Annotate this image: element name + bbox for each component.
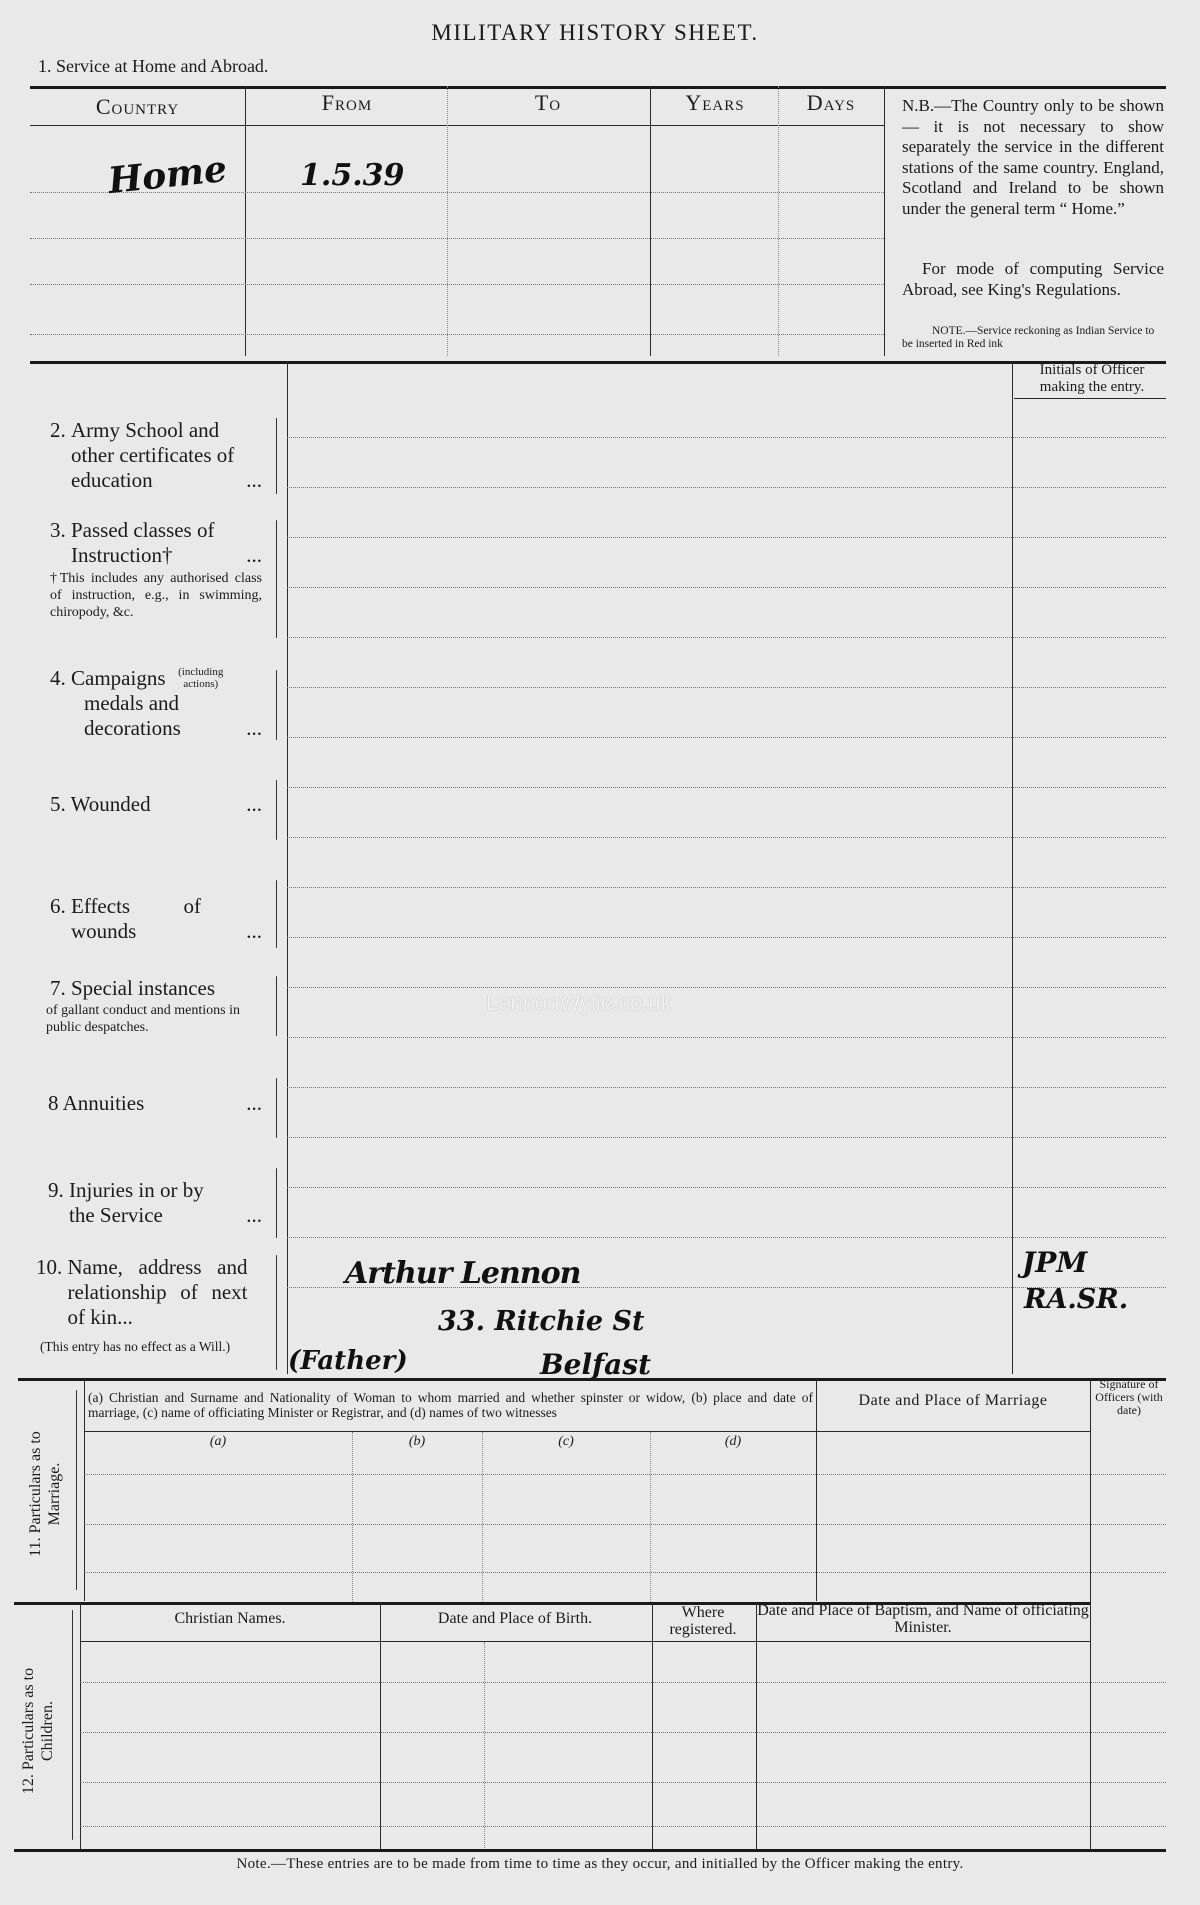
row-rule [287,1037,1166,1038]
row-rule [287,587,1166,588]
initials-header-rule [1014,398,1166,399]
section-7-label: 7. Special instances [50,976,216,1000]
section-4-brace [276,670,277,740]
initials-header: Initials of Officer making the entry. [1039,362,1145,395]
section-6-brace [276,880,277,948]
section-10-label: 10. Name, address and relationship of next of kin... [36,1255,248,1329]
col-rule [650,86,651,356]
next-of-kin-name: Arthur Lennon [345,1256,581,1291]
next-of-kin-address-1: 33. Ritchie St [438,1306,645,1337]
row-rule [287,487,1166,488]
mode-note: For mode of computing Service Abroad, see King's Regulations. [902,259,1164,299]
col-rule [1090,1379,1091,1849]
header-underline [30,125,884,126]
row-rule [287,637,1166,638]
entry-from: 1.5.39 [300,158,405,193]
col-rule [756,1603,757,1849]
section-5-text: Wounded [70,792,151,816]
section-8-label: 8 Annuities ... [48,1091,262,1115]
col-rule [484,1642,485,1848]
header-country: Country [95,94,180,119]
marriage-col-b: (b) [408,1434,426,1449]
row-rule [287,1087,1166,1088]
section-7-sub: of gallant conduct and mentions in public despatches. [46,1003,241,1035]
next-of-kin-relationship: (Father) [288,1346,408,1376]
entries-left-rule [287,362,288,1374]
section-7-brace [276,976,277,1036]
col-rule [352,1432,353,1602]
next-of-kin-address-2: Belfast [540,1348,652,1381]
row-rule [80,1682,1166,1683]
section-11-brace [76,1390,77,1590]
row-rule [287,887,1166,888]
section-3-footnote: †This includes any authorised class of instruction, e.g., in swimming, chiropody, &c. [50,571,262,620]
header-to: To [534,90,562,115]
row-rule [84,1524,1166,1525]
section-4-text: Campaigns [71,666,166,690]
section-1-label: 1. Service at Home and Abroad. [38,56,269,76]
section-12-side-label: 12. Particulars as to Children. [20,1667,56,1795]
col-rule [80,1603,81,1849]
marriage-col-d: (d) [724,1434,742,1449]
section-9-text: Injuries in or by the Service [69,1178,204,1227]
row-rule [287,1237,1166,1238]
section-2-brace [276,418,277,494]
col-rule [652,1603,653,1849]
section-6-label: 6. Effects of wounds ... [50,894,262,943]
row-rule [80,1732,1166,1733]
row-rule [287,737,1166,738]
row-rule [287,787,1166,788]
section-9-brace [276,1168,277,1238]
section-2-label: 2. Army School and other certificates of education ... [50,418,262,492]
section-3-label: 3. Passed classes of Instruction† ... [50,518,262,567]
children-col-birth: Date and Place of Birth. [437,1610,593,1627]
col-rule [482,1432,483,1602]
marriage-signature: Signature of Officers (with date) [1095,1377,1163,1417]
section-8-text: Annuities [62,1091,145,1115]
col-rule [447,86,448,356]
row-rule [30,284,884,285]
section-10-text: Name, address and relationship of next of kin... [67,1255,248,1329]
section-5-label: 5. Wounded ... [50,792,262,816]
section-11-top-rule [18,1378,1166,1381]
section-3-text: Passed classes of Instruction† [71,518,215,567]
marriage-date-place: Date and Place of Marriage [858,1392,1048,1409]
section-1-bottom-rule [30,361,1166,364]
section-11-side-label: 11. Particulars as to Marriage. [27,1431,63,1557]
marriage-header: (a) Christian and Surname and Nationality of Woman to whom married and whether spinster or widow, (b) place and date of marriage, (c) name of officiating Minister or Registrar, and (d) names of two witnesses [88,1390,813,1420]
row-rule [84,1572,1166,1573]
section-10-sub: (This entry has no effect as a Will.) [40,1339,231,1354]
watermark: LennonWylie.co.uk [486,990,672,1015]
nb-note: N.B.—The Country only to be shown — it is not necessary to show separately the service in the different stations of the same country. England, Scotland and Ireland to be shown under the general term “ Home.” [902,96,1164,218]
officer-initials-2: RA.SR. [1024,1284,1129,1315]
row-rule [287,1137,1166,1138]
col-rule [816,1379,817,1601]
marriage-col-c: (c) [558,1434,574,1449]
header-years: Years [685,90,745,115]
initials-left-rule [1012,362,1013,1374]
col-rule [245,86,246,356]
page-title: MILITARY HISTORY SHEET. [431,20,759,45]
col-rule [778,86,779,356]
row-rule [287,537,1166,538]
header-from: From [321,90,373,115]
row-rule [287,1187,1166,1188]
row-rule [287,837,1166,838]
row-rule [30,334,884,335]
section-4-sup: (including actions) [178,666,224,690]
row-rule [287,437,1166,438]
bottom-rule [14,1849,1166,1852]
section-6-text: Effects of wounds [71,894,201,943]
col-rule [884,86,885,356]
row-rule [30,238,884,239]
section-12-brace [72,1610,73,1840]
footer-note: Note.—These entries are to be made from time to time as they occur, and initialled by the Officer making the entry. [236,1856,964,1872]
col-rule [650,1432,651,1602]
section-4-label: 4. Campaigns (including actions) medals and decorations ... [50,666,262,740]
section-7-text: Special instances [71,976,216,1000]
children-header-rule [80,1641,1090,1642]
section-3-brace [276,520,277,638]
officer-initials-1: JPM [1022,1246,1088,1279]
row-rule [287,987,1166,988]
section-10-brace [276,1255,277,1370]
col-rule [84,1379,85,1601]
row-rule [84,1474,1166,1475]
row-rule [287,687,1166,688]
col-rule [380,1603,381,1849]
row-rule [80,1782,1166,1783]
row-rule [80,1826,1166,1827]
section-8-brace [276,1078,277,1138]
section-4-text-2: medals and decorations [84,691,181,740]
section-9-label: 9. Injuries in or by the Service ... [48,1178,262,1227]
section-5-brace [276,780,277,840]
entry-country: Home [106,147,229,203]
marriage-header-rule [84,1431,1090,1432]
children-col-baptism: Date and Place of Baptism, and Name of officiating Minister. [757,1602,1089,1636]
row-rule [287,937,1166,938]
red-ink-note: NOTE.—Service reckoning as Indian Service to be inserted in Red ink [902,325,1155,350]
children-col-names: Christian Names. [174,1610,286,1627]
header-days: Days [806,90,856,115]
children-col-registered: Where registered. [669,1604,737,1638]
marriage-col-a: (a) [209,1434,227,1449]
section-1-top-rule [30,86,1166,89]
section-2-text: Army School and other certificates of education [71,418,235,492]
